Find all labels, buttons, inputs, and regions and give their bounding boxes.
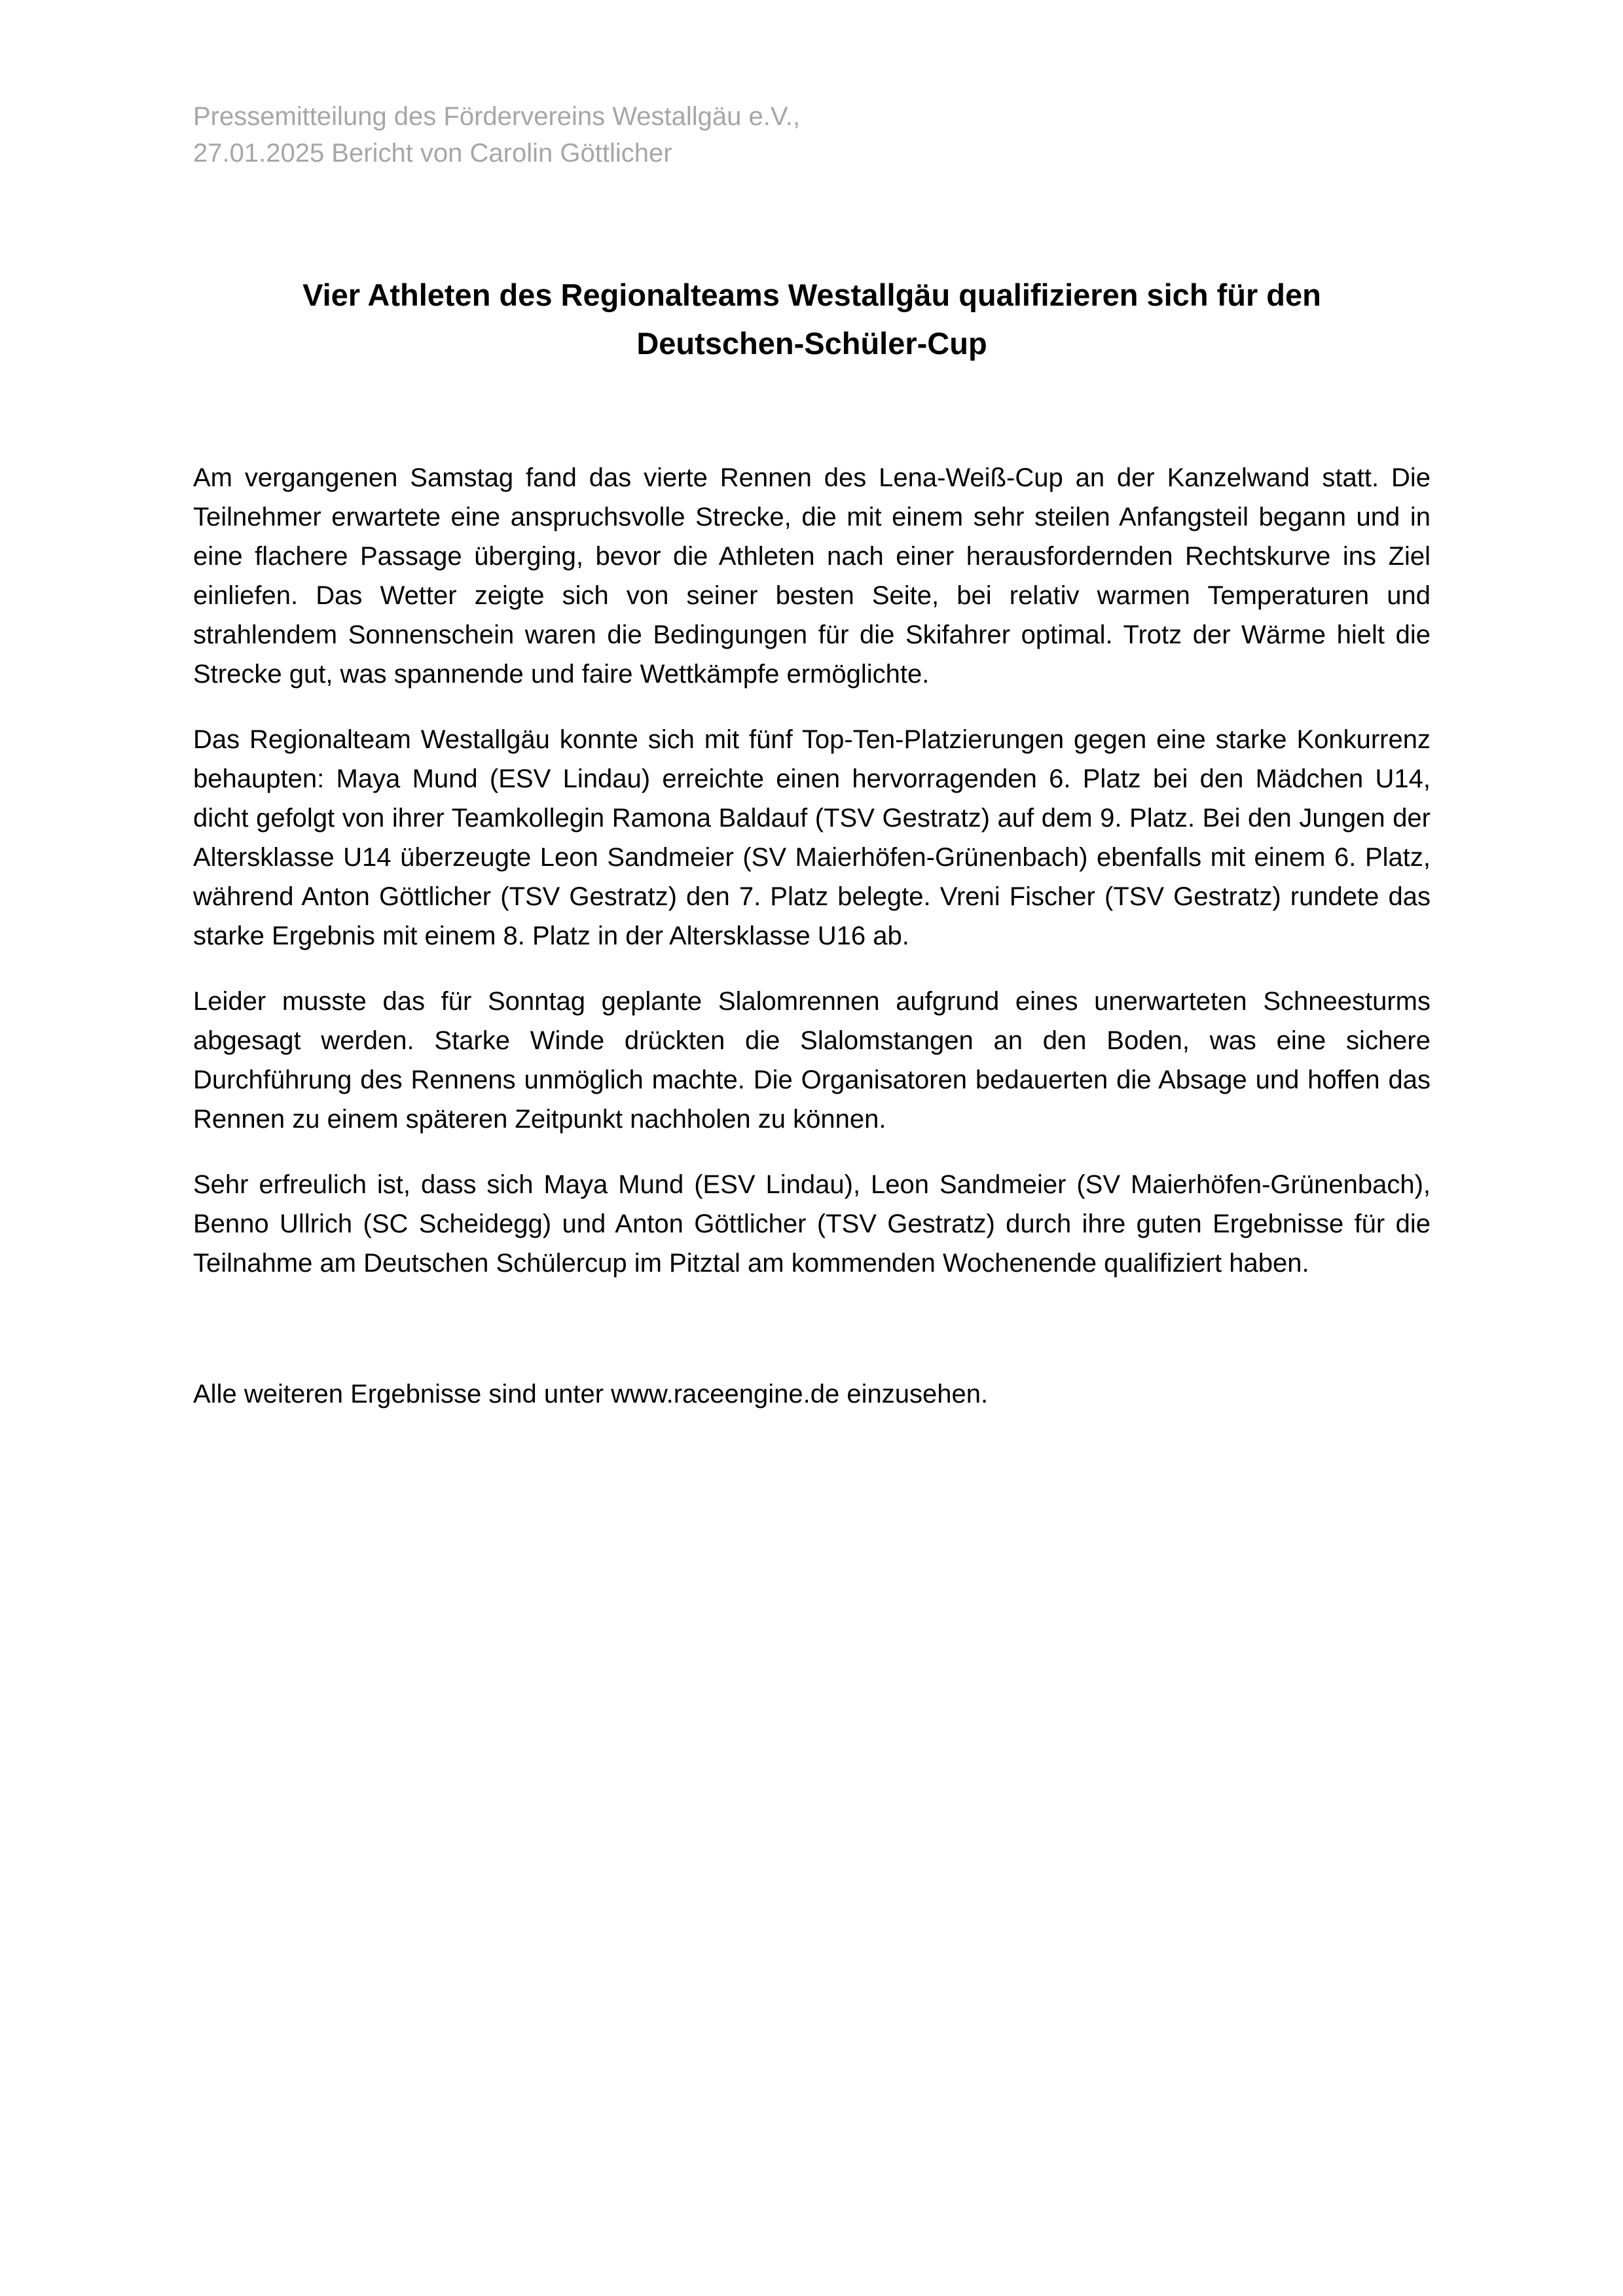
header-line-2: 27.01.2025 Bericht von Carolin Göttlicher <box>193 139 672 168</box>
header-note <box>193 98 1431 171</box>
paragraph-race-report: Am vergangenen Samstag fand das vierte Rennen des Lena-Weiß-Cup an der Kanzelwand statt. Die Teilnehmer erwartete eine anspruchsvolle Strecke, die mit einem sehr steilen Anfangsteil begann und in eine flachere Passage überging, bevor die Athleten nach einer herausfordernden Rechtskurve ins Ziel einliefen. Das Wetter zeigte sich von seiner besten Seite, bei relativ warmen Temperaturen und strahlendem Sonnenschein waren die Bedingungen für die Skifahrer optimal. Trotz der Wärme hielt die Strecke gut, was spannende und faire Wettkämpfe ermöglichte. <box>193 463 1431 689</box>
paragraph-team-results: Das Regionalteam Westallgäu konnte sich mit fünf Top-Ten-Platzierungen gegen eine starke Konkurrenz behaupten: Maya Mund (ESV Lindau) erreichte einen hervorragenden 6. Platz bei den Mädchen U14, dicht gefolgt von ihrer Teamkollegin Ramona Baldauf (TSV Gestratz) auf dem 9. Platz. Bei den Jungen der Altersklasse U14 überzeugte Leon Sandmeier (SV Maierhöfen-Grünenbach) ebenfalls mit einem 6. Platz, während Anton Göttlicher (TSV Gestratz) den 7. Platz belegte. Vreni Fischer (TSV Gestratz) rundete das starke Ergebnis mit einem 8. Platz in der Altersklasse U16 ab. <box>193 725 1431 950</box>
page-title-line-2: Deutschen-Schüler-Cup <box>636 326 987 361</box>
paragraph-qualification: Sehr erfreulich ist, dass sich Maya Mund (ESV Lindau), Leon Sandmeier (SV Maierhöfen-Grünenbach), Benno Ullrich (SC Scheidegg) und Anton Göttlicher (TSV Gestratz) durch ihre guten Ergebnisse für die Teilnahme am Deutschen Schülercup im Pitztal am kommenden Wochenende qualifiziert haben. <box>193 1170 1431 1278</box>
closing-note: Alle weiteren Ergebnisse sind unter www.raceengine.de einzusehen. <box>193 1380 989 1408</box>
document-body <box>193 458 1431 1414</box>
page-title <box>193 271 1431 368</box>
paragraph-slalom-cancellation: Leider musste das für Sonntag geplante Slalomrennen aufgrund eines unerwarteten Schneesturms abgesagt werden. Starke Winde drückten die Slalomstangen an den Boden, was eine sichere Durchführung des Rennens unmöglich machte. Die Organisatoren bedauerten die Absage und hoffen das Rennen zu einem späteren Zeitpunkt nachholen zu können. <box>193 987 1431 1134</box>
page-title-line-1: Vier Athleten des Regionalteams Westallgäu qualifizieren sich für den <box>302 278 1321 312</box>
header-line-1: Pressemitteilung des Fördervereins Westallgäu e.V., <box>193 102 801 131</box>
